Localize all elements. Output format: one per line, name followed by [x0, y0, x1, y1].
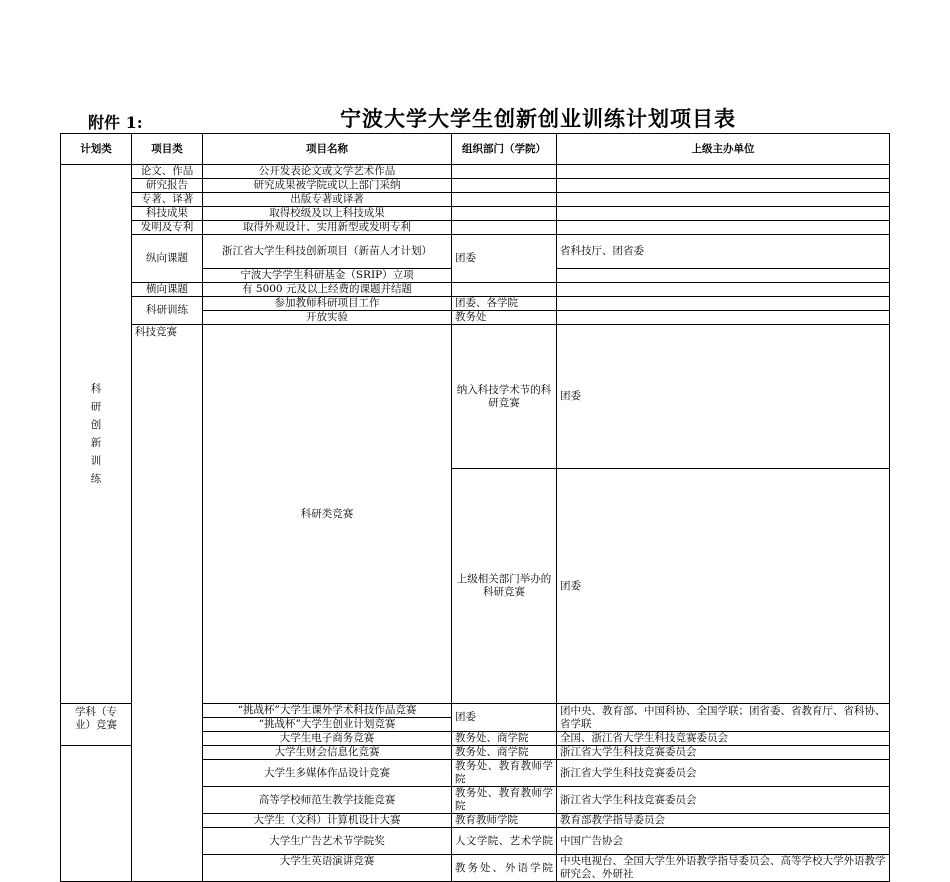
- row-project-name: 公开发表论文或文学艺术作品: [203, 165, 452, 179]
- row-category: 论文、作品: [132, 165, 203, 179]
- row-category: 纵向课题: [132, 235, 203, 283]
- table-row: [61, 325, 890, 469]
- row-dept: [452, 179, 557, 193]
- row-category: 科研类竞赛: [203, 325, 452, 704]
- row-project-name: “挑战杯”大学生课外学术科技作品竞赛: [203, 704, 452, 718]
- row-dept: 团委: [557, 325, 890, 469]
- plan-competition-cell: 科技竞赛: [132, 325, 203, 882]
- row-project-name: 有 5000 元及以上经费的课题并结题: [203, 283, 452, 297]
- row-dept: 教务处、教育教师学院: [452, 760, 557, 787]
- row-category: 专著、译著: [132, 193, 203, 207]
- row-category: 科研训练: [132, 297, 203, 325]
- table-header-row: [61, 134, 890, 165]
- row-dept: [452, 221, 557, 235]
- row-dept: 人文学院、艺术学院: [452, 828, 557, 855]
- row-project-name: 大学生英语演讲竞赛: [203, 855, 452, 882]
- table-row: [61, 297, 890, 311]
- header-project-type: 项目类: [132, 134, 203, 165]
- row-category: 学科（专业）竞赛: [61, 704, 132, 746]
- table-row: [61, 165, 890, 179]
- row-org: 全国、浙江省大学生科技竞赛委员会: [557, 732, 890, 746]
- row-org: 浙江省大学生科技竞赛委员会: [557, 760, 890, 787]
- header-plan-type: 计划类: [61, 134, 132, 165]
- row-dept: 教务处、商学院: [452, 746, 557, 760]
- row-org: 中央电视台、全国大学生外语教学指导委员会、高等学校大学外语教学研究会、外研社: [557, 855, 890, 882]
- row-project-name: 取得校级及以上科技成果: [203, 207, 452, 221]
- row-category: 科技成果: [132, 207, 203, 221]
- row-project-name: “挑战杯”大学生创业计划竞赛: [203, 718, 452, 732]
- row-project-name: 开放实验: [203, 311, 452, 325]
- row-category: 研究报告: [132, 179, 203, 193]
- row-dept: [452, 283, 557, 297]
- row-dept: 团委: [557, 469, 890, 704]
- attachment-label: 附件 1:: [88, 113, 143, 132]
- row-org: 浙江省大学生科技竞赛委员会: [557, 787, 890, 814]
- header-project-name: 项目名称: [203, 134, 452, 165]
- table-row: [61, 179, 890, 193]
- row-project-name: 研究成果被学院或以上部门采纳: [203, 179, 452, 193]
- table-row: [61, 235, 890, 269]
- row-org: [557, 165, 890, 179]
- row-dept: 团委: [452, 704, 557, 732]
- row-project-name: 取得外观设计、实用新型或发明专利: [203, 221, 452, 235]
- row-dept: [452, 207, 557, 221]
- table-row: [61, 283, 890, 297]
- row-org: 中国广告协会: [557, 828, 890, 855]
- row-project-name: 大学生多媒体作品设计竞赛: [203, 760, 452, 787]
- row-project-name: 出版专著或译著: [203, 193, 452, 207]
- header-organizer: 组织部门（学院）: [452, 134, 557, 165]
- row-dept: 教务处: [452, 311, 557, 325]
- row-dept: 教务处、外语学院: [452, 855, 557, 882]
- table-row: [61, 221, 890, 235]
- table-row: [61, 207, 890, 221]
- row-org: [557, 179, 890, 193]
- row-org: 省科技厅、团省委: [557, 235, 890, 269]
- row-dept: 团委: [452, 235, 557, 283]
- project-table: [60, 133, 890, 882]
- row-dept: 教务处、教育教师学院: [452, 787, 557, 814]
- row-project-name: 参加教师科研项目工作: [203, 297, 452, 311]
- row-org: [557, 311, 890, 325]
- row-dept: [452, 193, 557, 207]
- row-project-name: 大学生（文科）计算机设计大赛: [203, 814, 452, 828]
- row-org: [557, 269, 890, 283]
- row-project-name: 高等学校师范生教学技能竞赛: [203, 787, 452, 814]
- row-project-name: 大学生电子商务竞赛: [203, 732, 452, 746]
- row-project-name: 宁波大学学生科研基金（SRIP）立项: [203, 269, 452, 283]
- row-org: [557, 207, 890, 221]
- row-org: 浙江省大学生科技竞赛委员会: [557, 746, 890, 760]
- row-dept: 教育教师学院: [452, 814, 557, 828]
- row-project-name: 大学生广告艺术节学院奖: [203, 828, 452, 855]
- plan-research-cell: 科 研 创 新 训 练: [61, 165, 132, 704]
- row-dept: 教务处、商学院: [452, 732, 557, 746]
- row-category: 发明及专利: [132, 221, 203, 235]
- row-project-name: 浙江省大学生科技创新项目（新苗人才计划）: [203, 235, 452, 269]
- row-project-name: 纳入科技学术节的科研竞赛: [452, 325, 557, 469]
- row-category: 横向课题: [132, 283, 203, 297]
- row-org: [557, 221, 890, 235]
- row-dept: [452, 165, 557, 179]
- row-org: [557, 283, 890, 297]
- row-dept: 团委、各学院: [452, 297, 557, 311]
- row-project-name: 上级相关部门举办的科研竞赛: [452, 469, 557, 704]
- row-org: [557, 193, 890, 207]
- row-category-empty: [61, 746, 132, 882]
- header-superior-unit: 上级主办单位: [557, 134, 890, 165]
- row-project-name: 大学生财会信息化竞赛: [203, 746, 452, 760]
- table-row: [61, 193, 890, 207]
- page-title: 宁波大学大学生创新创业训练计划项目表: [340, 107, 736, 131]
- row-org: 教育部教学指导委员会: [557, 814, 890, 828]
- row-org: [557, 297, 890, 311]
- row-org: 团中央、教育部、中国科协、全国学联；团省委、省教育厅、省科协、省学联: [557, 704, 890, 732]
